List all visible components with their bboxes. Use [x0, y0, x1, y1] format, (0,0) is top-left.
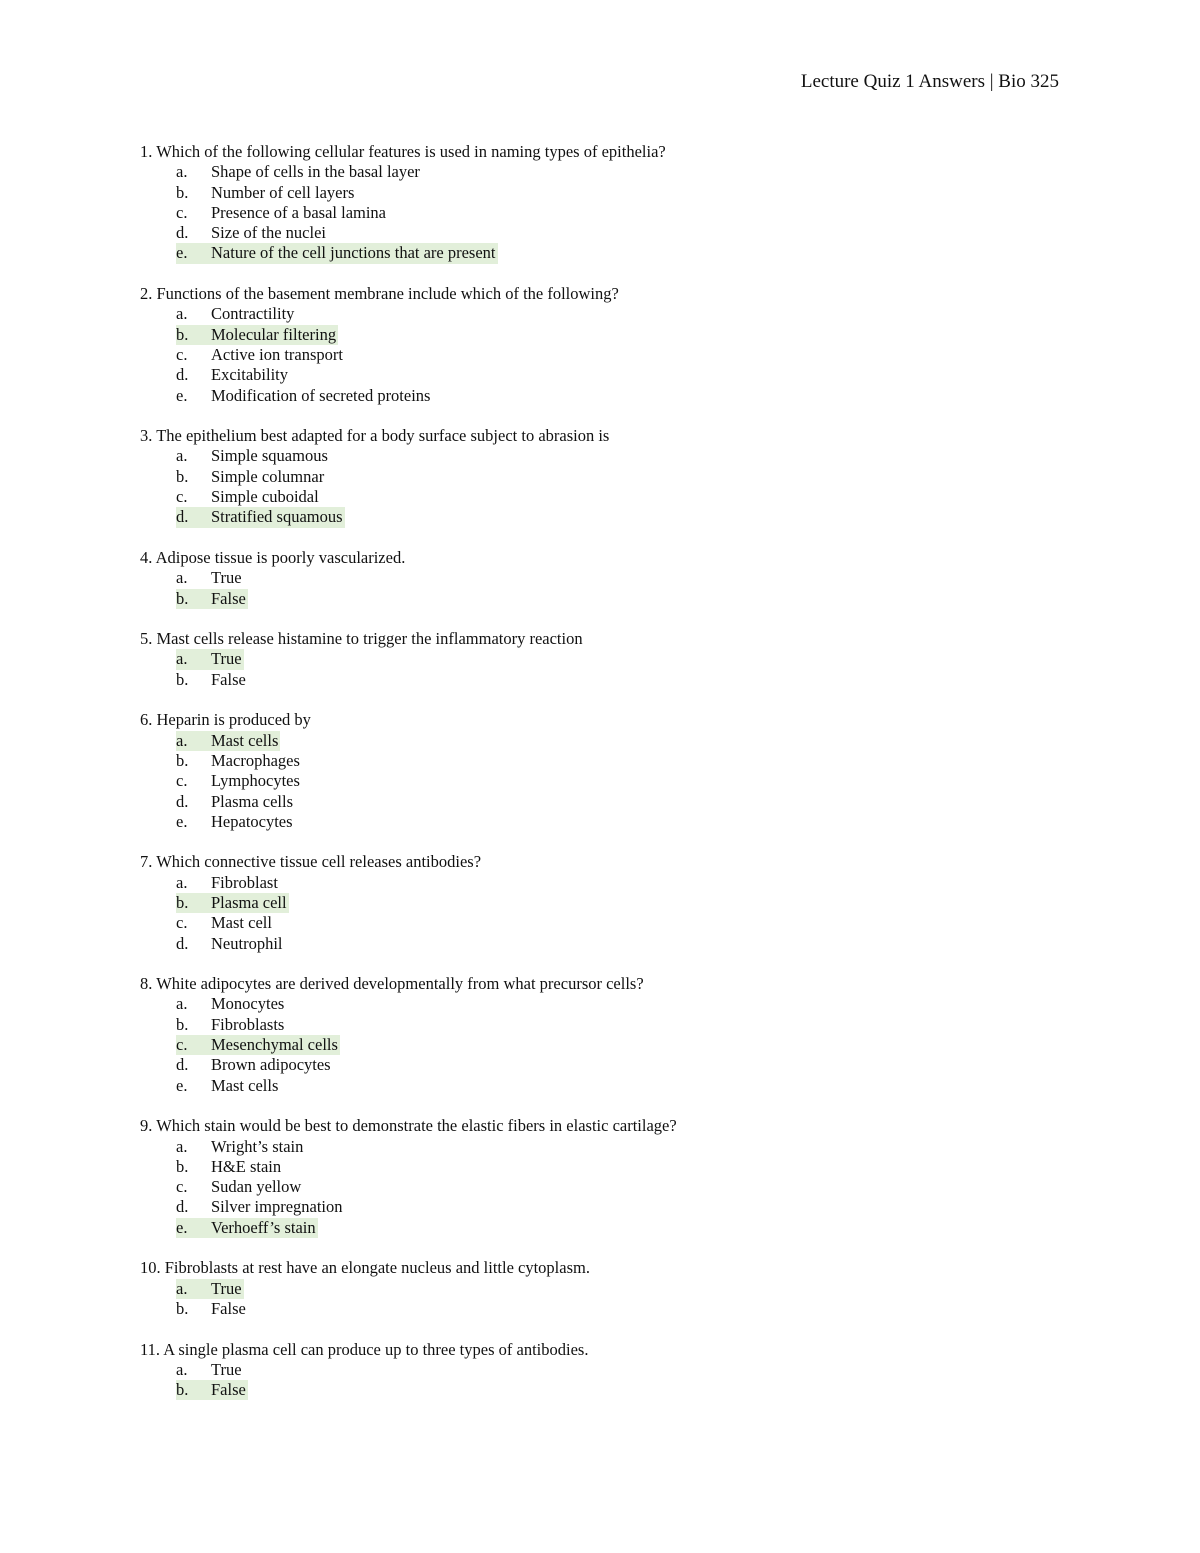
option-letter: a. [176, 568, 188, 588]
answer-line [176, 994, 286, 1014]
answer-option [176, 1157, 1100, 1177]
option-letter: e. [176, 385, 188, 405]
option-letter: d. [176, 365, 189, 385]
correct-answer-option [176, 649, 1100, 669]
option-letter: a. [176, 446, 188, 466]
answer-line [176, 223, 328, 243]
question-text: 1. Which of the following cellular features is used in naming types of epithelia? [140, 142, 666, 161]
option-text: Monocytes [211, 994, 285, 1014]
answer-line [176, 183, 356, 203]
answer-line [176, 1015, 286, 1035]
option-text: Mesenchymal cells [211, 1035, 338, 1055]
option-text: Contractility [211, 304, 295, 324]
answer-option [176, 812, 1100, 832]
option-letter: d. [176, 791, 189, 811]
answer-option [176, 1076, 1100, 1096]
answer-option [176, 487, 1100, 507]
option-letter: a. [176, 730, 188, 750]
correct-answer-option [176, 731, 1100, 751]
option-text: True [211, 1359, 242, 1379]
answer-line [176, 1137, 305, 1157]
option-text: False [211, 1298, 246, 1318]
answer-option [176, 1197, 1100, 1217]
answer-line [176, 1197, 345, 1217]
answer-options [140, 162, 1100, 263]
question-block [140, 426, 1100, 527]
answer-line [176, 1055, 333, 1075]
option-letter: d. [176, 223, 189, 243]
option-text: Brown adipocytes [211, 1055, 331, 1075]
correct-answer-option [176, 507, 1100, 527]
correct-answer-option [176, 589, 1100, 609]
option-letter: b. [176, 324, 189, 344]
option-text: Molecular filtering [211, 324, 337, 344]
option-text: Sudan yellow [211, 1177, 302, 1197]
answer-option [176, 568, 1100, 588]
correct-answer-option [176, 243, 1100, 263]
answer-line [176, 446, 330, 466]
answer-line [176, 568, 244, 588]
correct-answer-option [176, 1035, 1100, 1055]
answer-line [176, 771, 302, 791]
answer-option [176, 203, 1100, 223]
answer-options [140, 568, 1100, 609]
option-text: Excitability [211, 365, 288, 385]
option-text: Wright’s stain [211, 1136, 304, 1156]
answer-option [176, 934, 1100, 954]
option-text: Stratified squamous [211, 507, 343, 527]
option-text: Hepatocytes [211, 811, 293, 831]
option-text: Active ion transport [211, 344, 343, 364]
question-text: 6. Heparin is produced by [140, 710, 311, 730]
answer-option [176, 771, 1100, 791]
question-text: 7. Which connective tissue cell releases antibodies? [140, 852, 482, 872]
answer-option [176, 994, 1100, 1014]
correct-answer-option [176, 1218, 1100, 1238]
option-letter: b. [176, 182, 189, 202]
option-text: Shape of cells in the basal layer [211, 162, 420, 182]
answer-option [176, 365, 1100, 385]
answer-option [176, 792, 1100, 812]
option-letter: c. [176, 913, 188, 933]
answer-line [176, 304, 296, 324]
question-block [140, 629, 1100, 690]
question-text: 10. Fibroblasts at rest have an elongate nucleus and little cytoplasm. [140, 1258, 590, 1278]
answer-options [140, 1279, 1100, 1320]
answer-options [140, 649, 1100, 690]
option-text: Verhoeff’s stain [211, 1217, 316, 1237]
option-text: Size of the nuclei [211, 223, 327, 243]
answer-line [176, 913, 274, 933]
option-text: Nature of the cell junctions that are present [211, 243, 496, 263]
quiz-content [140, 142, 1100, 1421]
option-text: Mast cells [211, 730, 279, 750]
answer-highlight [176, 507, 345, 527]
question-text: 4. Adipose tissue is poorly vascularized. [140, 547, 406, 567]
option-text: Simple squamous [211, 446, 328, 466]
answer-highlight [176, 1279, 244, 1299]
answer-option [176, 304, 1100, 324]
answer-options [140, 731, 1100, 832]
answer-option [176, 1177, 1100, 1197]
option-letter: c. [176, 487, 188, 507]
answer-line [176, 934, 285, 954]
answer-option [176, 183, 1100, 203]
correct-answer-option [176, 1279, 1100, 1299]
answer-options [140, 1137, 1100, 1238]
option-text: Lymphocytes [211, 771, 300, 791]
answer-highlight [176, 649, 244, 669]
answer-option [176, 751, 1100, 771]
option-letter: e. [176, 243, 188, 263]
question-text: 11. A single plasma cell can produce up to three types of antibodies. [140, 1339, 589, 1359]
correct-answer-option [176, 1380, 1100, 1400]
option-text: Modification of secreted proteins [211, 385, 431, 405]
question-block [140, 710, 1100, 832]
answer-options [140, 994, 1100, 1095]
option-text: Number of cell layers [211, 182, 355, 202]
answer-line [176, 812, 295, 832]
option-text: True [211, 649, 242, 669]
answer-highlight [176, 893, 289, 913]
option-letter: a. [176, 1136, 188, 1156]
correct-answer-option [176, 893, 1100, 913]
answer-highlight [176, 1035, 340, 1055]
question-block [140, 142, 1100, 264]
answer-line [176, 162, 422, 182]
answer-option [176, 386, 1100, 406]
option-text: True [211, 1278, 242, 1298]
question-text: 8. White adipocytes are derived developmentally from what precursor cells? [140, 974, 644, 994]
answer-line [176, 1299, 248, 1319]
option-letter: d. [176, 1055, 189, 1075]
question-block [140, 284, 1100, 406]
option-text: Macrophages [211, 750, 300, 770]
option-letter: b. [176, 1298, 189, 1318]
option-text: False [211, 588, 246, 608]
answer-option [176, 1137, 1100, 1157]
option-text: Plasma cells [211, 791, 294, 811]
answer-line [176, 467, 326, 487]
answer-line [176, 386, 432, 406]
answer-line [176, 1157, 283, 1177]
option-letter: b. [176, 1014, 189, 1034]
answer-option [176, 1015, 1100, 1035]
option-letter: e. [176, 1075, 188, 1095]
question-text: 3. The epithelium best adapted for a body surface subject to abrasion is [140, 426, 610, 446]
answer-line [176, 365, 290, 385]
option-letter: e. [176, 811, 188, 831]
option-letter: a. [176, 649, 188, 669]
answer-option [176, 223, 1100, 243]
option-text: True [211, 568, 242, 588]
option-letter: d. [176, 1197, 189, 1217]
option-text: Plasma cell [211, 892, 287, 912]
option-letter: c. [176, 202, 188, 222]
answer-option [176, 467, 1100, 487]
option-letter: b. [176, 669, 189, 689]
answer-option [176, 1299, 1100, 1319]
answer-line [176, 203, 388, 223]
option-text: False [211, 1380, 246, 1400]
answer-option [176, 1055, 1100, 1075]
option-text: Fibroblasts [211, 1014, 285, 1034]
option-letter: c. [176, 771, 188, 791]
option-letter: b. [176, 1156, 189, 1176]
question-block [140, 1258, 1100, 1319]
answer-options [140, 304, 1100, 405]
answer-highlight [176, 731, 280, 751]
option-letter: b. [176, 588, 189, 608]
answer-line [176, 670, 248, 690]
answer-line [176, 487, 321, 507]
answer-line [176, 792, 295, 812]
option-letter: d. [176, 507, 189, 527]
option-letter: d. [176, 933, 189, 953]
question-text: 2. Functions of the basement membrane include which of the following? [140, 284, 619, 304]
option-text: Mast cells [211, 1075, 279, 1095]
option-text: Mast cell [211, 913, 272, 933]
answer-highlight [176, 243, 498, 263]
answer-highlight [176, 1218, 318, 1238]
question-text: 5. Mast cells release histamine to trigger the inflammatory reaction [140, 629, 583, 649]
option-text: False [211, 669, 246, 689]
option-letter: a. [176, 304, 188, 324]
question-block [140, 1340, 1100, 1401]
option-text: Fibroblast [211, 872, 278, 892]
answer-highlight [176, 589, 248, 609]
option-text: Presence of a basal lamina [211, 202, 387, 222]
question-block [140, 852, 1100, 953]
answer-option [176, 913, 1100, 933]
answer-options [140, 873, 1100, 954]
option-letter: a. [176, 162, 188, 182]
question-block [140, 548, 1100, 609]
option-letter: e. [176, 1217, 188, 1237]
option-letter: b. [176, 466, 189, 486]
option-letter: b. [176, 750, 189, 770]
option-letter: c. [176, 1035, 188, 1055]
correct-answer-option [176, 325, 1100, 345]
answer-option [176, 446, 1100, 466]
answer-line [176, 751, 302, 771]
option-letter: a. [176, 872, 188, 892]
answer-line [176, 1360, 244, 1380]
option-text: H&E stain [211, 1156, 282, 1176]
option-letter: b. [176, 892, 189, 912]
answer-options [140, 1360, 1100, 1401]
option-text: Simple columnar [211, 466, 325, 486]
option-letter: a. [176, 1278, 188, 1298]
option-text: Simple cuboidal [211, 487, 319, 507]
answer-option [176, 162, 1100, 182]
answer-highlight [176, 325, 338, 345]
option-letter: a. [176, 1359, 188, 1379]
answer-option [176, 873, 1100, 893]
answer-line [176, 873, 280, 893]
answer-line [176, 345, 345, 365]
option-letter: c. [176, 1177, 188, 1197]
answer-highlight [176, 1380, 248, 1400]
question-block [140, 1116, 1100, 1238]
answer-line [176, 1076, 280, 1096]
answer-options [140, 446, 1100, 527]
option-text: Silver impregnation [211, 1197, 343, 1217]
option-letter: c. [176, 344, 188, 364]
answer-line [176, 1177, 303, 1197]
answer-option [176, 345, 1100, 365]
option-letter: a. [176, 994, 188, 1014]
page-header: Lecture Quiz 1 Answers | Bio 325 [800, 71, 1059, 92]
option-letter: b. [176, 1380, 189, 1400]
answer-option [176, 670, 1100, 690]
question-block [140, 974, 1100, 1096]
question-text: 9. Which stain would be best to demonstrate the elastic fibers in elastic cartilage? [140, 1116, 677, 1136]
option-text: Neutrophil [211, 933, 283, 953]
answer-option [176, 1360, 1100, 1380]
